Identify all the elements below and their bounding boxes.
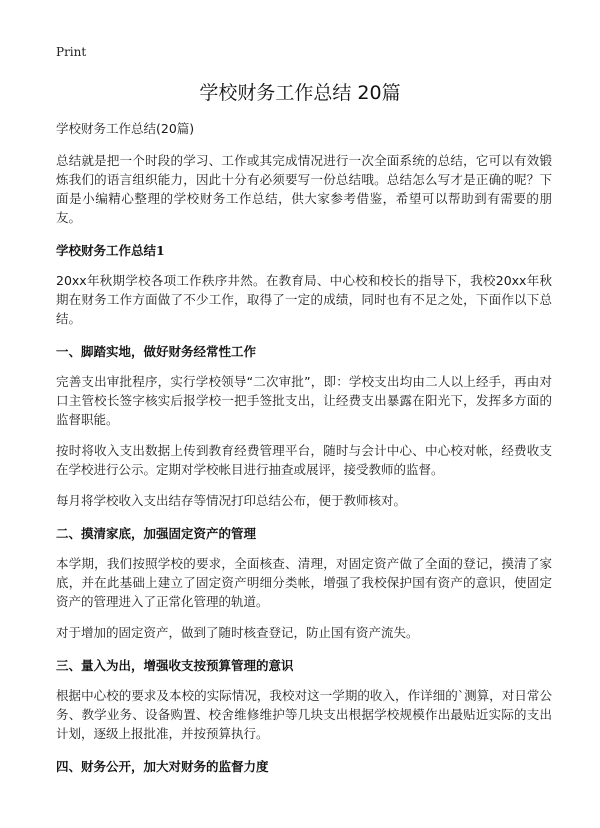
section-intro-paragraph: 20xx年秋期学校各项工作秩序井然。在教育局、中心校和校长的指导下，我校20xx年秋期在财务工作方面做了不少工作，取得了一定的成绩，同时也有不足之处，下面作以下总结。 <box>56 273 552 326</box>
article-body <box>56 119 552 787</box>
document-subtitle: 学校财务工作总结(20篇) <box>56 121 195 136</box>
intro-paragraph: 总结就是把一个时段的学习、工作或其完成情况进行一次全面系统的总结，它可以有效锻炼我们的语言组织能力，因此十分有必须要写一份总结哦。总结怎么写才是正确的呢？下面是小编精心整理的学校财务工作总结，供大家参考借鉴，希望可以帮助到有需要的朋友。 <box>56 153 552 225</box>
heading-1-paragraph-3: 每月将学校收入支出结存等情况打印总结公布，便于教师核对。 <box>56 493 407 508</box>
heading-3-paragraph-1: 根据中心校的要求及本校的实际情况，我校对这一学期的收入，作详细的`测算，对日常公务、教学业务、设备购置、校舍维修维护等几块支出根据学校规模作出最贴近实际的支出计划，逐级上报批准，并按预算执行。 <box>56 688 552 741</box>
print-link[interactable]: Print <box>56 45 87 59</box>
section-title: 学校财务工作总结1 <box>56 243 165 258</box>
heading-2: 二、摸清家底，加强固定资产的管理 <box>56 526 257 541</box>
heading-1: 一、脚踏实地，做好财务经常性工作 <box>56 344 257 359</box>
page-title: 学校财务工作总结 20篇 <box>199 82 401 104</box>
heading-2-paragraph-2: 对于增加的固定资产，做到了随时核查登记，防止国有资产流失。 <box>56 625 419 640</box>
heading-4: 四、财务公开，加大对财务的监督力度 <box>56 759 269 774</box>
heading-1-paragraph-1: 完善支出审批程序，实行学校领导“二次审批”，即：学校支出均由二人以上经手，再由对口主管校长签字核实后报学校一把手签批支出，让经费支出暴露在阳光下，发挥多方面的监督职能。 <box>56 374 552 427</box>
heading-2-paragraph-1: 本学期，我们按照学校的要求，全面核查、清理，对固定资产做了全面的登记，摸清了家底，并在此基础上建立了固定资产明细分类帐，增强了我校保护国有资产的意识，使固定资产的管理进入了正常化管理的轨道。 <box>56 556 552 609</box>
heading-1-paragraph-2: 按时将收入支出数据上传到教育经费管理平台，随时与会计中心、中心校对帐，经费收支在学校进行公示。定期对学校帐目进行抽查或展评，接受教师的监督。 <box>56 443 552 477</box>
heading-3: 三、量入为出，增强收支按预算管理的意识 <box>56 658 294 673</box>
